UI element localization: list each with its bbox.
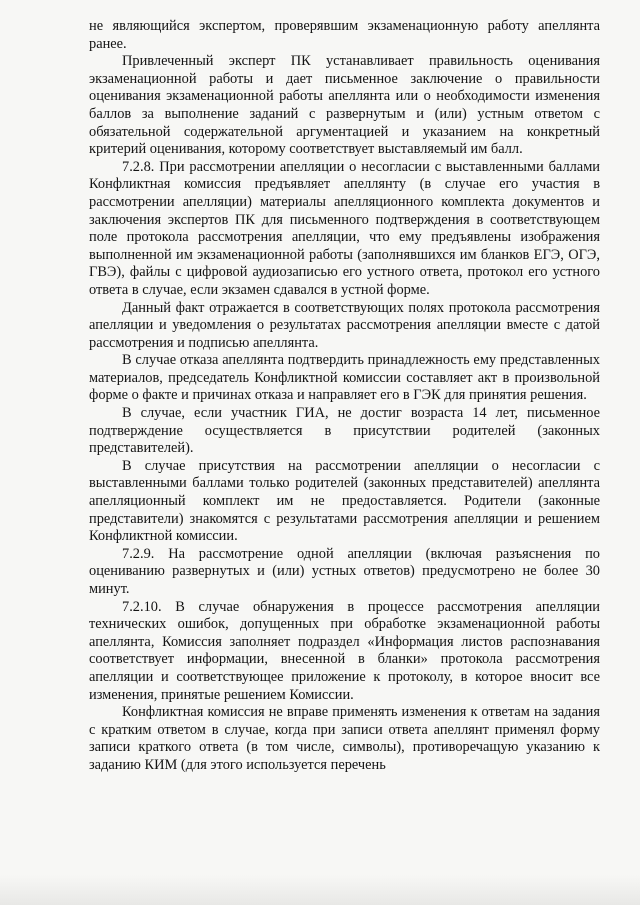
paragraph-7-2-10: 7.2.10. В случае обнаружения в процессе рассмотрения апелляции технических ошибок, допущенных при обработке экзаменационной работы апеллянта, Комиссия заполняет подраздел «Информация листов распознавания соответствует информации, внесенной в бланки» протокола рассмотрения апелляции и соответствующее приложение к протоколу, в которое вносит все изменения, принятые решением Комиссии. — [89, 598, 600, 703]
paragraph-7-2-9: 7.2.9. На рассмотрение одной апелляции (включая разъяснения по оцениванию развернутых и (или) устных ответов) предусмотрено не более 30 минут. — [89, 545, 600, 597]
paragraph-short-answer: Конфликтная комиссия не вправе применять изменения к ответам на задания с кратким ответом в случае, когда при записи ответа апеллянт применял форму записи краткого ответа (в том числе, символы), противоречащую указанию к заданию КИМ (для этого используется перечень — [89, 704, 600, 773]
paragraph-fact-recorded: Данный факт отражается в соответствующих полях протокола рассмотрения апелляции и уведомления о результатах рассмотрения апелляции вместе с датой рассмотрения и подписью апеллянта. — [89, 299, 600, 351]
paragraph-parents-only: В случае присутствия на рассмотрении апелляции о несогласии с выставленными баллами только родителей (законных представителей) апеллянта апелляционный комплект им не предоставляется. Родители (законные представители) знакомятся с результатами рассмотрения апелляции и решением Конфликтной комиссии. — [89, 457, 600, 545]
paragraph-7-2-8: 7.2.8. При рассмотрении апелляции о несогласии с выставленными баллами Конфликтная комиссия предъявляет апеллянту (в случае его участия в рассмотрении апелляции) материалы апелляционного комплекта документов и заключения экспертов ПК для письменного подтверждения в соответствующем поле протокола рассмотрения апелляции, что ему предъявлены изображения выполненной им экзаменационной работы (заполнявшихся им бланков ЕГЭ, ОГЭ, ГВЭ), файлы с цифровой аудиозаписью его устного ответа, протокол его устного ответа в случае, если экзамен сдавался в устной форме. — [89, 158, 600, 298]
page-bottom-shadow — [0, 875, 640, 905]
paragraph-continuation: не являющийся экспертом, проверявшим экзаменационную работу апеллянта ранее. — [89, 18, 600, 52]
paragraph-expert-conclusion: Привлеченный эксперт ПК устанавливает правильность оценивания экзаменационной работы и дает письменное заключение о правильности оценивания экзаменационной работы апеллянта или о необходимости изменения баллов за выполнение заданий с развернутым и (или) устным ответом с обязательной содержательной аргументацией и указанием на конкретный критерий оценивания, которому соответствует выставляемый им балл. — [89, 53, 600, 158]
paragraph-age-14: В случае, если участник ГИА, не достиг возраста 14 лет, письменное подтверждение осуществляется в присутствии родителей (законных представителей). — [89, 405, 600, 457]
paragraph-refusal: В случае отказа апеллянта подтвердить принадлежность ему представленных материалов, председатель Конфликтной комиссии составляет акт в произвольной форме о факте и причинах отказа и направляет его в ГЭК для принятия решения. — [89, 352, 600, 404]
